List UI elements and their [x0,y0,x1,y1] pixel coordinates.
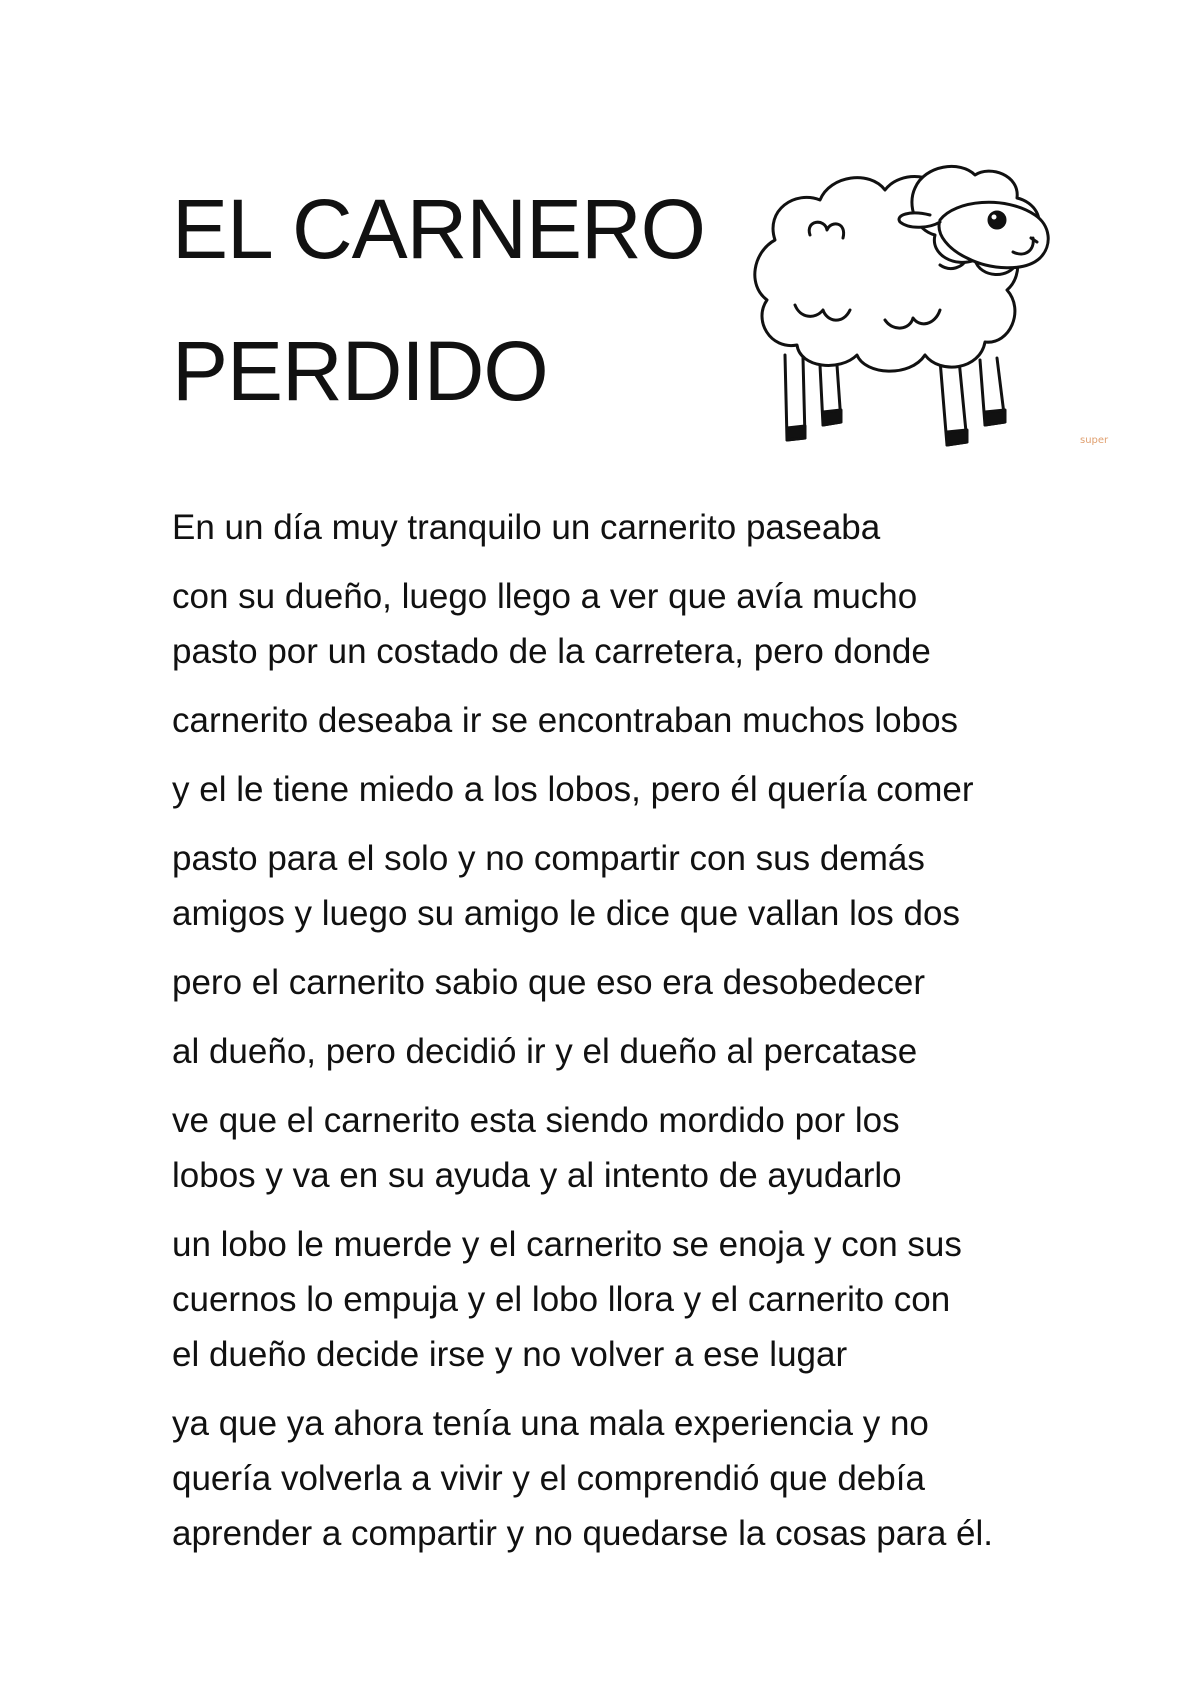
story-line: pasto para el solo y no compartir con sus demás [172,839,925,878]
title-line-1: EL CARNERO [172,182,706,276]
credit-mark: super [1080,435,1109,446]
story-line: lobos y va en su ayuda y al intento de ayudarlo [172,1156,902,1195]
story-paragraph-6 [172,955,1132,1010]
story-paragraph-3 [172,693,1132,748]
story-paragraph-7 [172,1024,1132,1079]
title-line-2: PERDIDO [172,324,548,418]
page-title [172,158,705,442]
story-line: ya que ya ahora tenía una mala experiencia y no [172,1404,929,1443]
story-line: al dueño, pero decidió ir y el dueño al percatase [172,1032,918,1071]
story-line: con su dueño, luego llego a ver que avía mucho [172,577,918,616]
story-line: carnerito deseaba ir se encontraban muchos lobos [172,701,959,740]
story-line: pasto por un costado de la carretera, pero donde [172,632,931,671]
story-paragraph-2 [172,569,1132,679]
story-line: el dueño decide irse y no volver a ese lugar [172,1335,848,1374]
story-line: amigos y luego su amigo le dice que vallan los dos [172,894,960,933]
story-line: quería volverla a vivir y el comprendió que debía [172,1459,925,1498]
story-body [172,500,1132,1575]
story-line: cuernos lo empuja y el lobo llora y el carnerito con [172,1280,951,1319]
story-line: pero el carnerito sabio que eso era desobedecer [172,963,925,1002]
story-paragraph-5 [172,831,1132,941]
story-paragraph-1 [172,500,1132,555]
story-paragraph-4 [172,762,1132,817]
story-line: un lobo le muerde y el carnerito se enoja y con sus [172,1225,962,1264]
story-line: aprender a compartir y no quedarse la cosas para él. [172,1514,994,1553]
story-paragraph-10 [172,1396,1132,1561]
story-line: y el le tiene miedo a los lobos, pero él quería comer [172,770,974,809]
story-paragraph-8 [172,1093,1132,1203]
sheep-icon [735,160,1115,460]
story-line: ve que el carnerito esta siendo mordido por los [172,1101,900,1140]
story-paragraph-9 [172,1217,1132,1382]
story-line: En un día muy tranquilo un carnerito paseaba [172,508,881,547]
